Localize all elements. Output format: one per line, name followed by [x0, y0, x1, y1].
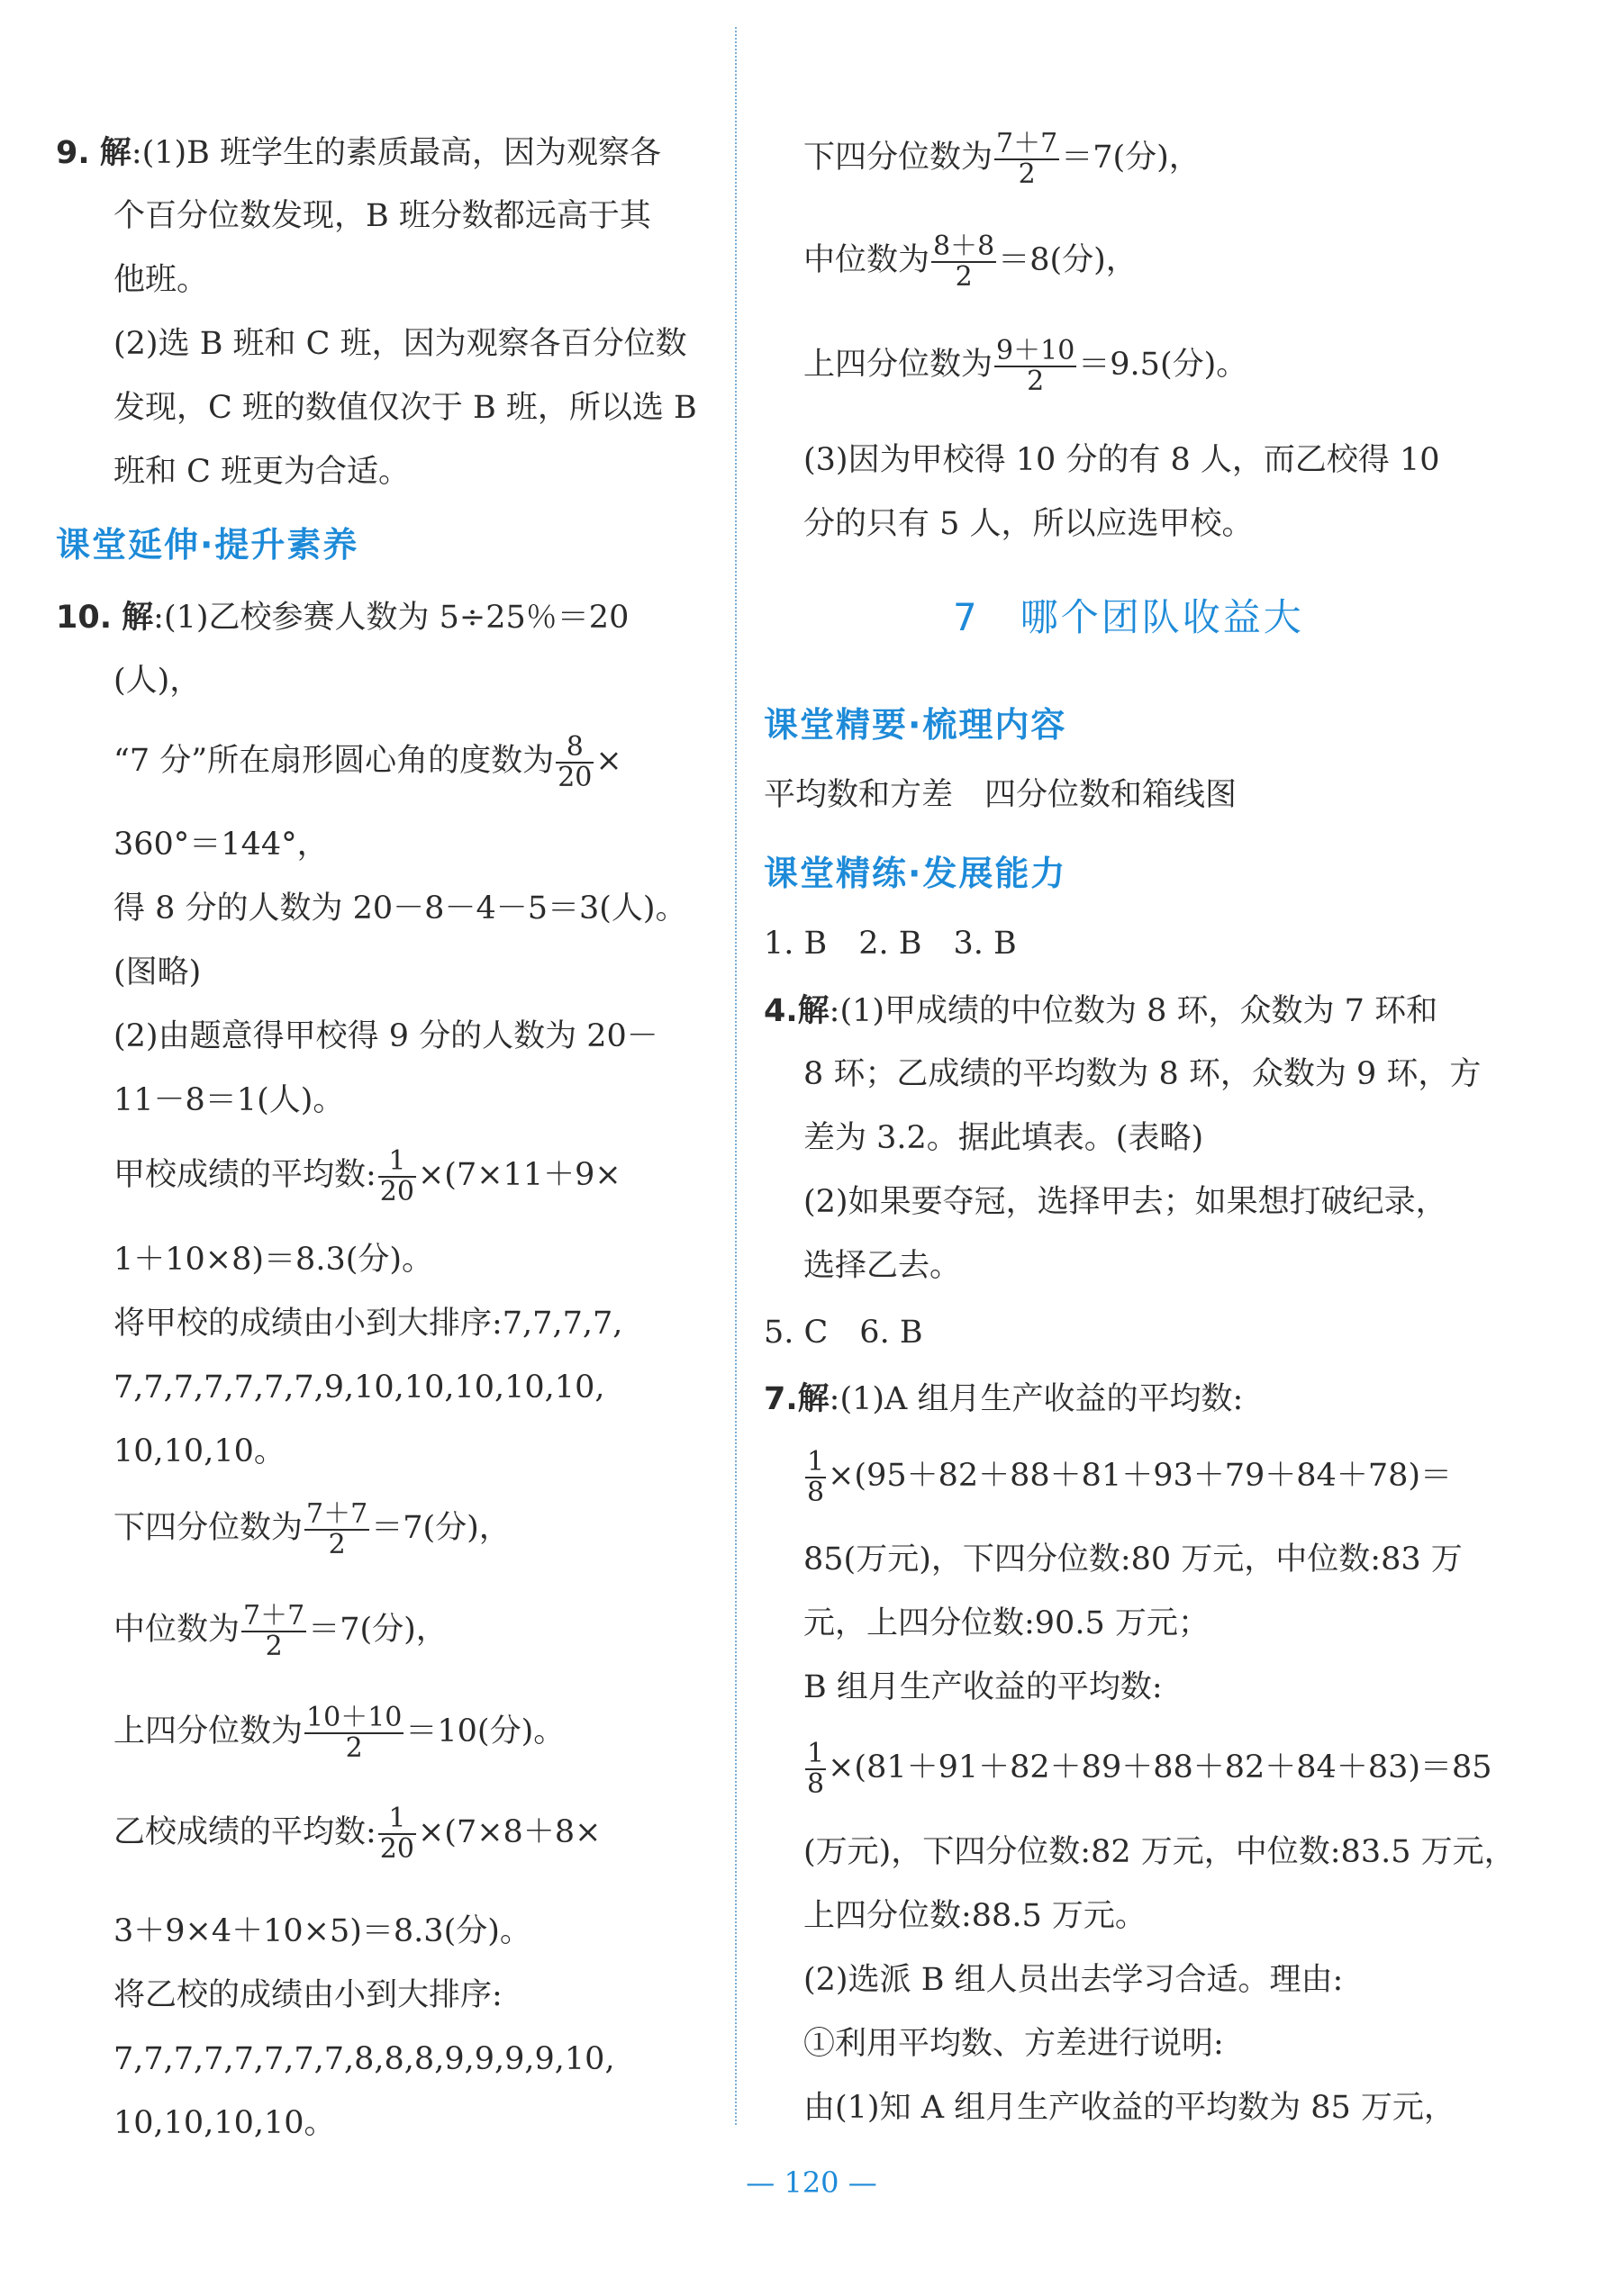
- q7-line-4: 元，上四分位数:90.5 万元；: [803, 1605, 1210, 1641]
- r-line-2: 中位数为 $\frac{8+8}{2}$ ＝8(分)，: [803, 231, 1138, 293]
- column-divider: [735, 27, 737, 2125]
- q10-line-9: 甲校成绩的平均数: $\frac{1}{20}$ ×(7×11＋9×: [113, 1145, 621, 1207]
- q10-line-20: 7,7,7,7,7,7,7,7,8,8,8,9,9,9,9,10,: [113, 2041, 615, 2077]
- fraction: $\frac{9+10}{2}$: [996, 335, 1075, 397]
- section-heading-summary: 课堂精要·梳理内容: [764, 705, 1067, 745]
- fraction: $\frac{7+7}{2}$: [306, 1498, 368, 1560]
- q7-line-3: 85(万元)，下四分位数:80 万元，中位数:83 万: [803, 1541, 1463, 1577]
- q10-line-13: 10,10,10。: [113, 1433, 286, 1469]
- q10-line-4: 360°＝144°，: [113, 827, 329, 863]
- q10-line-3: “7 分”所在扇形圆心角的度数为 $\frac{8}{20}$ ×: [113, 731, 622, 793]
- q9-line-1: 9. 解:(1)B 班学生的素质最高，因为观察各: [56, 134, 662, 171]
- answers-5-6: 5. C 6. B: [764, 1315, 923, 1351]
- q7-line-8: 上四分位数:88.5 万元。: [803, 1898, 1147, 1934]
- fraction: $\frac{1}{8}$: [807, 1446, 825, 1508]
- q7-line-10: ①利用平均数、方差进行说明:: [803, 2026, 1224, 2062]
- q10-line-7: (2)由题意得甲校得 9 分的人数为 20－: [113, 1018, 658, 1054]
- q10-line-21: 10,10,10,10。: [113, 2105, 336, 2141]
- q10-line-6: (图略): [113, 954, 202, 990]
- q4-line-5: 选择乙去。: [803, 1248, 962, 1284]
- q9-line-3: 他班。: [113, 262, 209, 298]
- fraction: $\frac{1}{20}$: [379, 1803, 414, 1865]
- fraction: $\frac{8+8}{2}$: [933, 231, 995, 293]
- q7-line-1: 7.解:(1)A 组月生产收益的平均数:: [764, 1380, 1244, 1417]
- fraction: $\frac{1}{8}$: [807, 1738, 825, 1800]
- fraction: $\frac{7+7}{2}$: [996, 128, 1058, 190]
- q10-line-11: 将甲校的成绩由小到大排序:7,7,7,7,: [113, 1306, 623, 1342]
- q7-line-5: B 组月生产收益的平均数:: [803, 1669, 1163, 1705]
- fraction: $\frac{8}{20}$: [558, 731, 593, 793]
- r-line-4: (3)因为甲校得 10 分的有 8 人，而乙校得 10: [803, 442, 1440, 478]
- q10-line-1: 10. 解:(1)乙校参赛人数为 5÷25％＝20: [56, 599, 630, 636]
- fraction: $\frac{1}{20}$: [379, 1145, 414, 1207]
- fraction: $\frac{7+7}{2}$: [243, 1600, 305, 1662]
- q10-line-8: 11－8＝1(人)。: [113, 1082, 345, 1118]
- q9-line-5: 发现，C 班的数值仅次于 B 班，所以选 B: [113, 390, 697, 426]
- r-line-1: 下四分位数为 $\frac{7+7}{2}$ ＝7(分)，: [803, 128, 1201, 190]
- q4-line-1: 4.解:(1)甲成绩的中位数为 8 环，众数为 7 环和: [764, 992, 1438, 1029]
- q10-line-10: 1＋10×8)＝8.3(分)。: [113, 1242, 434, 1278]
- q4-line-4: (2)如果要夺冠，选择甲去；如果想打破纪录，: [803, 1184, 1447, 1220]
- q10-line-15: 中位数为 $\frac{7+7}{2}$ ＝7(分)，: [113, 1600, 448, 1662]
- q7-line-7: (万元)，下四分位数:82 万元，中位数:83.5 万元，: [803, 1834, 1516, 1870]
- section-heading-extension: 课堂延伸·提升素养: [56, 525, 359, 565]
- q10-line-17: 乙校成绩的平均数: $\frac{1}{20}$ ×(7×8＋8×: [113, 1803, 602, 1865]
- q10-line-12: 7,7,7,7,7,7,7,9,10,10,10,10,10,: [113, 1369, 605, 1406]
- page-number: — 120 —: [746, 2165, 877, 2200]
- q7-line-2: $\frac{1}{8}$ ×(95＋82＋88＋81＋93＋79＋84＋78)＝: [807, 1446, 1453, 1508]
- chapter-title: 7 哪个团队收益大: [953, 595, 1304, 639]
- q10-line-2: (人)，: [113, 663, 202, 699]
- q9-line-4: (2)选 B 班和 C 班，因为观察各百分位数: [113, 326, 687, 362]
- q4-line-2: 8 环；乙成绩的平均数为 8 环，众数为 9 环，方: [803, 1056, 1482, 1092]
- q9-line-6: 班和 C 班更为合适。: [113, 454, 411, 490]
- content-summary: 平均数和方差 四分位数和箱线图: [764, 777, 1238, 813]
- q10-line-14: 下四分位数为 $\frac{7+7}{2}$ ＝7(分)，: [113, 1498, 511, 1560]
- q7-line-9: (2)选派 B 组人员出去学习合适。理由:: [803, 1962, 1344, 1998]
- q9-line-2: 个百分位数发现，B 班分数都远高于其: [113, 198, 651, 234]
- answers-1-3: 1. B 2. B 3. B: [764, 926, 1017, 962]
- section-heading-practice: 课堂精练·发展能力: [764, 854, 1067, 893]
- r-line-3: 上四分位数为 $\frac{9+10}{2}$ ＝9.5(分)。: [803, 335, 1248, 397]
- q10-line-5: 得 8 分的人数为 20－8－4－5＝3(人)。: [113, 890, 687, 927]
- q7-line-6: $\frac{1}{8}$ ×(81＋91＋82＋89＋88＋82＋84＋83)＝85: [807, 1738, 1492, 1800]
- q10-line-16: 上四分位数为 $\frac{10+10}{2}$ ＝10(分)。: [113, 1702, 566, 1764]
- r-line-5: 分的只有 5 人，所以应选甲校。: [803, 506, 1254, 542]
- q7-line-11: 由(1)知 A 组月生产收益的平均数为 85 万元，: [803, 2090, 1455, 2126]
- q10-line-19: 将乙校的成绩由小到大排序:: [113, 1977, 503, 2013]
- fraction: $\frac{10+10}{2}$: [306, 1702, 403, 1764]
- q4-line-3: 差为 3.2。据此填表。(表略): [803, 1120, 1204, 1156]
- q10-line-18: 3＋9×4＋10×5)＝8.3(分)。: [113, 1913, 531, 1949]
